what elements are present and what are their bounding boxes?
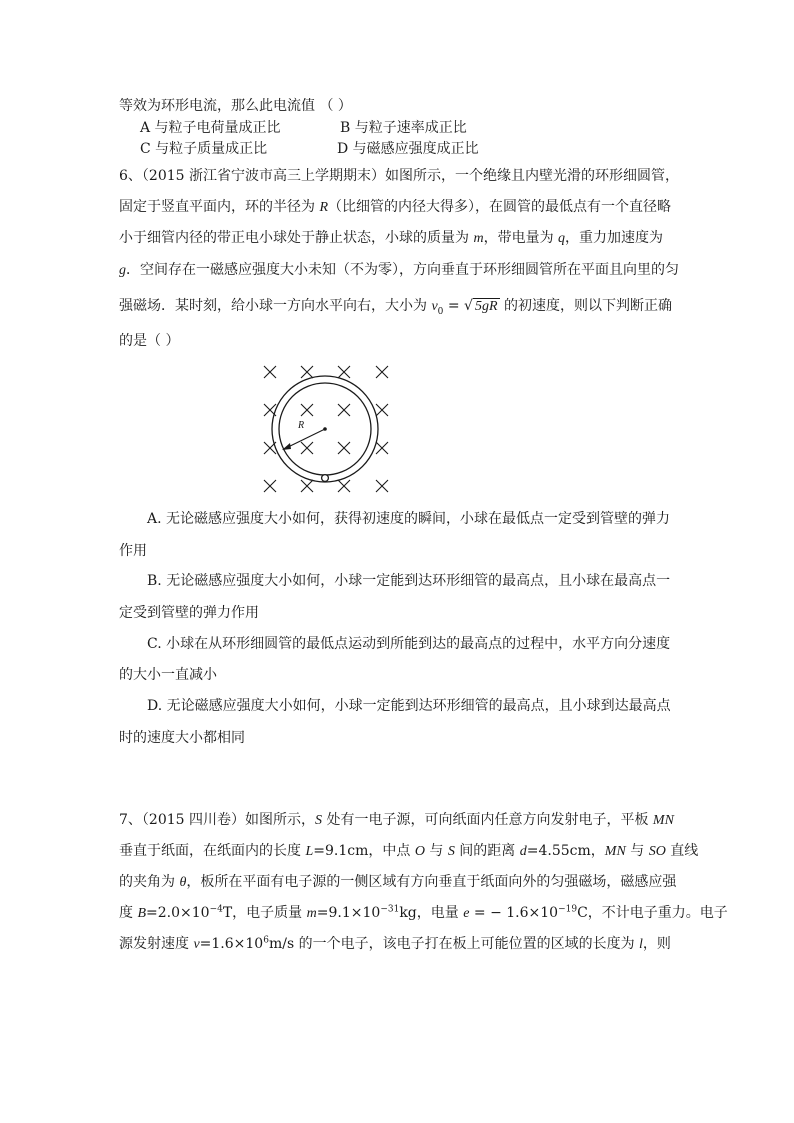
- q7-text: 间的距离: [454, 843, 520, 859]
- q6-stem-line-3: [119, 229, 663, 248]
- radius-label: R: [298, 420, 305, 431]
- q6-sqrt-radicand: 5gR: [474, 299, 498, 314]
- q7-var-S: S: [315, 813, 322, 828]
- q6-option-d-line-2: 时的速度大小都相同: [119, 730, 245, 746]
- cross-mark: [376, 480, 388, 492]
- q7-text: 垂直于纸面，在纸面内的长度: [119, 843, 306, 859]
- q6-option-a-line-2: 作用: [119, 543, 147, 559]
- q5-option-a: A 与粒子电荷量成正比: [140, 120, 281, 136]
- q7-text: =1.6×10: [199, 936, 264, 952]
- q7-var-S: S: [447, 844, 455, 859]
- cross-mark: [338, 366, 350, 378]
- q7-stem-line-2: [119, 842, 698, 861]
- q7-text: =4.55cm，: [526, 843, 605, 859]
- q7-exp: −31: [380, 904, 400, 915]
- q6-option-a-line-1: A. 无论磁感应强度大小如何，获得初速度的瞬间，小球在最低点一定受到管壁的弹力: [147, 511, 671, 527]
- q7-text: C，不计电子重力。电子: [577, 905, 728, 921]
- q7-var-m: m: [306, 906, 317, 921]
- q7-exp: 6: [263, 935, 269, 946]
- cross-mark: [338, 404, 350, 416]
- q6-stem-line-4: [119, 261, 679, 280]
- q6-var-v0: v: [431, 299, 438, 314]
- q6-stem-line-2: [119, 198, 671, 217]
- q7-var-B: B: [137, 906, 147, 921]
- ball: [322, 475, 329, 482]
- q6-var-R: R: [319, 200, 329, 215]
- q7-text: T，电子质量: [222, 905, 307, 921]
- q7-text: 直线: [665, 843, 699, 859]
- q7-exp: −4: [209, 904, 223, 915]
- cross-mark: [376, 442, 388, 454]
- q7-var-SO: SO: [648, 844, 666, 859]
- q6-stem-line-5: [119, 297, 672, 316]
- q6-option-b-line-1: B. 无论磁感应强度大小如何，小球一定能到达环形细管的最高点，且小球在最高点一: [147, 573, 671, 589]
- q5-stem-tail: 等效为环形电流，那么此电流值 （ ）: [119, 98, 352, 114]
- q6-text: （比细管的内径大得多），在圆管的最低点有一个直径略: [328, 199, 672, 215]
- q6-text: 强磁场．某时刻，给小球一方向水平向右，大小为: [119, 298, 432, 314]
- q6-stem-line-6: 的是（ ）: [119, 333, 180, 349]
- q6-option-c-line-2: 的大小一直减小: [119, 667, 217, 683]
- q7-var-theta: θ: [179, 875, 187, 890]
- q7-stem-line-1: [119, 811, 674, 830]
- q7-text: 源发射速度: [119, 936, 194, 952]
- q5-option-b: B 与粒子速率成正比: [340, 120, 467, 136]
- cross-mark: [301, 404, 313, 416]
- q7-text: = − 1.6×10: [469, 905, 559, 921]
- q7-var-MN: MN: [604, 844, 626, 859]
- q7-var-d: d: [519, 844, 527, 859]
- cross-mark: [301, 480, 313, 492]
- q6-option-c-line-1: C. 小球在从环形细圆管的最低点运动到所能到达的最高点的过程中，水平方向分速度: [147, 636, 671, 652]
- magnetic-field-ring-figure: [252, 360, 397, 500]
- q6-var-q: q: [558, 231, 566, 246]
- q7-stem-line-4: [119, 904, 728, 923]
- q7-text: =9.1cm，中点: [313, 843, 415, 859]
- q7-text: kg，电量: [399, 905, 464, 921]
- q6-text: ，带电量为: [483, 230, 559, 246]
- q6-text: 固定于竖直平面内，环的半径为: [119, 199, 320, 215]
- q6-option-b-line-2: 定受到管壁的弹力作用: [119, 605, 259, 621]
- q7-var-v: v: [193, 937, 200, 952]
- q6-sub-0: 0: [437, 306, 444, 317]
- q7-text: 7、（2015 四川卷）如图所示，: [119, 812, 315, 828]
- q6-equals: =: [443, 298, 465, 314]
- q6-text: 的初速度，则以下判断正确: [499, 298, 672, 314]
- q7-text: m/s 的一个电子，该电子打在板上可能位置的区域的长度为: [268, 936, 640, 952]
- cross-mark: [376, 404, 388, 416]
- q6-text: ，重力加速度为: [565, 230, 664, 246]
- q7-text: 度: [119, 905, 138, 921]
- cross-mark: [338, 480, 350, 492]
- q7-var-e: e: [463, 906, 470, 921]
- q6-text: ．空间存在一磁感应强度大小未知（不为零），方向垂直于环形细圆管所在平面且向里的匀: [126, 262, 679, 278]
- q6-option-d-line-1: D. 无论磁感应强度大小如何，小球一定能到达环形细管的最高点，且小球到达最高点: [147, 698, 671, 714]
- q7-stem-line-3: [119, 873, 676, 892]
- q7-stem-line-5: [119, 935, 671, 954]
- q6-stem-line-1: 6、（2015 浙江省宁波市高三上学期期末）如图所示，一个绝缘且内壁光滑的环形细圆管，: [119, 168, 679, 184]
- q7-var-MN: MN: [652, 813, 674, 828]
- q6-text: 小于细管内径的带正电小球处于静止状态，小球的质量为: [119, 230, 474, 246]
- q7-var-O: O: [414, 844, 425, 859]
- q7-text: ，则: [642, 936, 671, 952]
- q7-text: 与: [424, 843, 448, 859]
- cross-mark: [376, 366, 388, 378]
- q5-option-d: D 与磁感应强度成正比: [337, 141, 479, 157]
- q7-text: 的夹角为: [119, 874, 180, 890]
- q7-var-L: L: [305, 844, 314, 859]
- cross-mark: [301, 442, 313, 454]
- q7-text: 处有一电子源，可向纸面内任意方向发射电子，平板: [322, 812, 653, 828]
- q7-text: =2.0×10: [146, 905, 210, 921]
- cross-mark: [264, 366, 276, 378]
- radius-arrow-head: [282, 443, 291, 450]
- q7-text: ，板所在平面有电子源的一侧区域有方向垂直于纸面向外的匀强磁场，磁感应强: [186, 874, 677, 890]
- q7-exp: −19: [558, 904, 578, 915]
- q5-option-c: C 与粒子质量成正比: [140, 141, 268, 157]
- q6-var-m: m: [473, 231, 484, 246]
- q6-var-g: g: [119, 263, 126, 278]
- q7-text: 与: [625, 843, 649, 859]
- q7-text: =9.1×10: [316, 905, 381, 921]
- cross-mark: [264, 480, 276, 492]
- q7-var-l: l: [639, 937, 643, 952]
- cross-mark: [338, 442, 350, 454]
- q6-sqrt-sign: √: [464, 298, 473, 314]
- cross-mark: [301, 366, 313, 378]
